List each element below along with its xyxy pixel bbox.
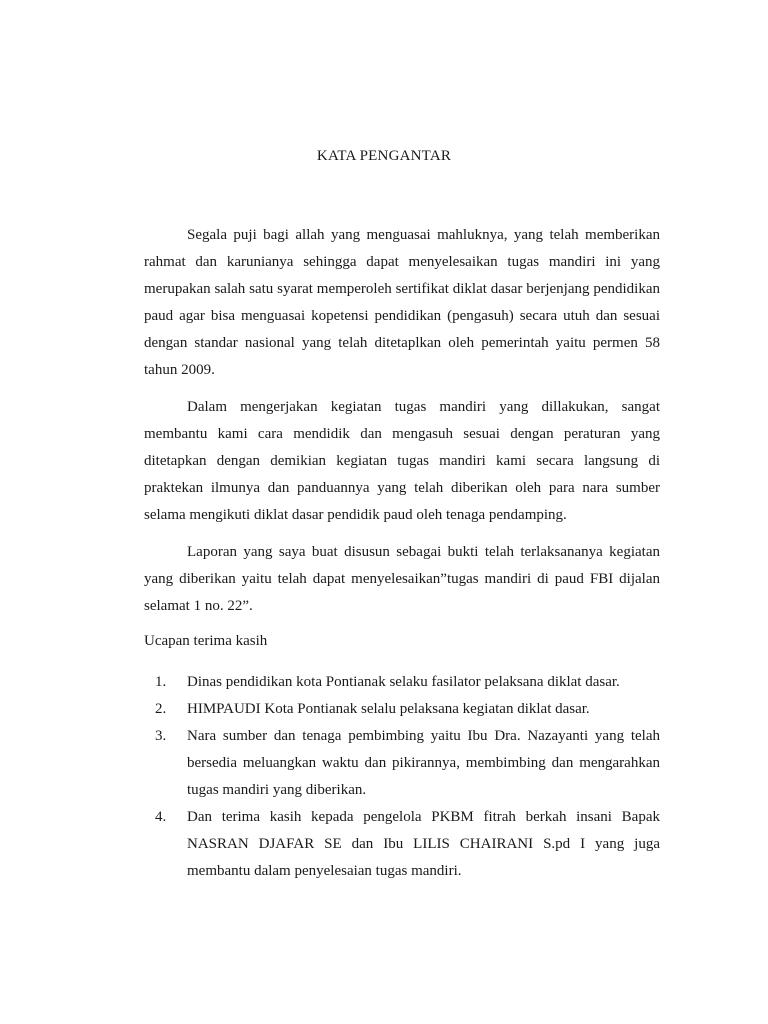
list-item-number: 1.: [155, 674, 167, 690]
list-item: [144, 669, 660, 696]
thanks-heading: Ucapan terima kasih: [144, 633, 268, 649]
list-item-text: Dan terima kasih kepada pengelola PKBM fitrah berkah insani Bapak NASRAN DJAFAR SE dan Ibu LILIS CHAIRANI S.pd I yang juga membantu dalam penyelesaian tugas mandiri.: [187, 809, 660, 879]
list-item: [144, 804, 660, 885]
paragraph-3: Laporan yang saya buat disusun sebagai bukti telah terlaksananya kegiatan yang diberikan yaitu telah dapat menyelesaikan”tugas mandiri di paud FBI dijalan selamat 1 no. 22”.: [144, 544, 660, 614]
list-item: [144, 696, 660, 723]
paragraph-2: Dalam mengerjakan kegiatan tugas mandiri yang dillakukan, sangat membantu kami cara mendidik dan mengasuh sesuai dengan peraturan yang ditetapkan dengan demikian kegiatan tugas mandiri kami secara langsung di praktekan ilmunya dan panduannya yang telah diberikan oleh para nara sumber selama mengikuti diklat dasar pendidik paud oleh tenaga pendamping.: [144, 399, 660, 523]
list-item-number: 4.: [155, 809, 167, 825]
document-body: [144, 222, 660, 885]
page-title: KATA PENGANTAR: [316, 148, 452, 164]
list-item: [144, 723, 660, 804]
list-item-text: Nara sumber dan tenaga pembimbing yaitu Ibu Dra. Nazayanti yang telah bersedia meluangkan waktu dan pikirannya, membimbing dan mengarahkan tugas mandiri yang diberikan.: [187, 728, 660, 798]
list-item-number: 3.: [155, 728, 167, 744]
thanks-list: [144, 669, 660, 885]
list-item-text: Dinas pendidikan kota Pontianak selaku fasilator pelaksana diklat dasar.: [187, 674, 620, 690]
list-item-text: HIMPAUDI Kota Pontianak selalu pelaksana kegiatan diklat dasar.: [187, 701, 590, 717]
paragraph-1: Segala puji bagi allah yang menguasai mahluknya, yang telah memberikan rahmat dan karunianya sehingga dapat menyelesaikan tugas mandiri ini yang merupakan salah satu syarat memperoleh sertifikat diklat dasar berjenjang pendidikan paud agar bisa menguasai kopetensi pendidikan (pengasuh) secara utuh dan sesuai dengan standar nasional yang telah ditetaplkan oleh pemerintah yaitu permen 58 tahun 2009.: [144, 227, 660, 378]
list-item-number: 2.: [155, 701, 167, 717]
